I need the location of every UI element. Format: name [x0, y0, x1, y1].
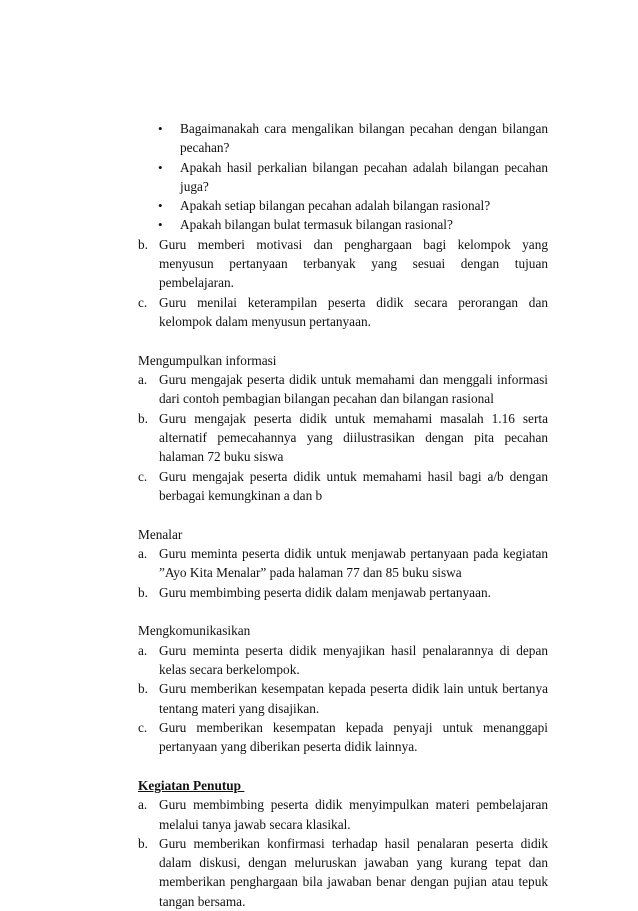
list-text: Guru menilai keterampilan peserta didik secara perorangan dan kelompok dalam menyusun pertanyaan.	[159, 294, 548, 329]
list-marker: c.	[138, 468, 148, 484]
list-item	[138, 235, 548, 293]
list-marker: a.	[138, 797, 148, 813]
list-item	[138, 641, 548, 680]
list-marker: b.	[138, 584, 148, 600]
list-marker: a.	[138, 372, 148, 388]
list-text: Guru mengajak peserta didik untuk memahami masalah 1.16 serta alternatif pemecahannya yang diilustrasikan dengan pita pecahan halaman 72 buku siswa	[159, 410, 548, 465]
menanya-list	[138, 235, 548, 331]
list-marker: b.	[138, 681, 148, 697]
section-heading-menalar: Menalar	[138, 526, 183, 542]
list-text: Guru meminta peserta didik menyajikan hasil penalarannya di depan kelas secara berkelompok.	[159, 642, 548, 677]
list-item	[138, 467, 548, 506]
kegiatan-penutup-title: Kegiatan Penutup	[138, 777, 245, 793]
list-item	[138, 583, 548, 602]
list-text: Guru memberikan kesempatan kepada penyaji untuk menanggapi pertanyaan yang diberikan peserta didik lainnya.	[159, 719, 548, 755]
list-marker: b.	[138, 410, 148, 426]
list-item	[138, 370, 548, 409]
list-marker: a.	[138, 545, 148, 561]
list-marker: a.	[138, 642, 148, 658]
bullet-text: Apakah setiap bilangan pecahan adalah bilangan rasional?	[180, 198, 491, 214]
list-marker: b.	[138, 236, 148, 252]
list-item	[138, 795, 548, 834]
section-heading-mengumpulkan-informasi: Mengumpulkan informasi	[138, 352, 277, 368]
list-text: Guru memberi motivasi dan penghargaan bagi kelompok yang menyusun pertanyaan terbanyak yang sesuai dengan tujuan pembelajaran.	[159, 236, 548, 291]
list-text: Guru meminta peserta didik untuk menjawab pertanyaan pada kegiatan ”Ayo Kita Menalar” pada halaman 77 dan 85 buku siswa	[159, 545, 548, 581]
bullet-text: Bagaimanakah cara mengalikan bilangan pecahan dengan bilangan pecahan?	[180, 121, 548, 156]
list-text: Guru membimbing peserta didik menyimpulkan materi pembelajaran melalui tanya jawab secara klasikal.	[159, 797, 548, 832]
bullet-item	[138, 119, 548, 158]
list-item	[138, 293, 548, 332]
bullet-icon: •	[158, 217, 163, 233]
bullet-icon: •	[158, 121, 163, 136]
bullet-item	[138, 196, 548, 215]
bullet-icon: •	[158, 159, 163, 175]
bullet-text: Apakah bilangan bulat termasuk bilangan rasional?	[180, 217, 453, 233]
list-marker: b.	[138, 835, 148, 851]
bullet-icon: •	[158, 198, 163, 214]
list-item	[138, 544, 548, 583]
list-marker: c.	[138, 719, 148, 735]
list-item	[138, 679, 548, 718]
list-text: Guru mengajak peserta didik untuk memahami dan menggali informasi dari contoh pembagian bilangan pecahan dan bilangan rasional	[159, 372, 548, 407]
bullet-text: Apakah hasil perkalian bilangan pecahan adalah bilangan pecahan juga?	[180, 159, 548, 194]
list-item	[138, 409, 548, 467]
bullet-item	[138, 215, 548, 234]
list-text: Guru membimbing peserta didik dalam menjawab pertanyaan.	[159, 584, 491, 600]
list-text: Guru memberikan konfirmasi terhadap hasil penalaran peserta didik dalam diskusi, dengan meluruskan jawaban yang kurang tepat dan memberikan penghargaan bila jawaban benar dengan pujian atau tepuk tangan bersama.	[159, 835, 548, 909]
page-content	[138, 119, 548, 911]
bullet-item	[138, 158, 548, 197]
section-heading-mengkomunikasikan: Mengkomunikasikan	[138, 623, 251, 639]
list-item	[138, 718, 548, 757]
list-marker: c.	[138, 294, 148, 310]
list-text: Guru mengajak peserta didik untuk memahami hasil bagi a/b dengan berbagai kemungkinan a dan b	[159, 468, 548, 503]
list-text: Guru memberikan kesempatan kepada peserta didik lain untuk bertanya tentang materi yang disajikan.	[159, 681, 548, 716]
list-item	[138, 834, 548, 911]
section-heading-kegiatan-penutup	[138, 776, 548, 795]
question-bullet-list	[138, 119, 548, 235]
